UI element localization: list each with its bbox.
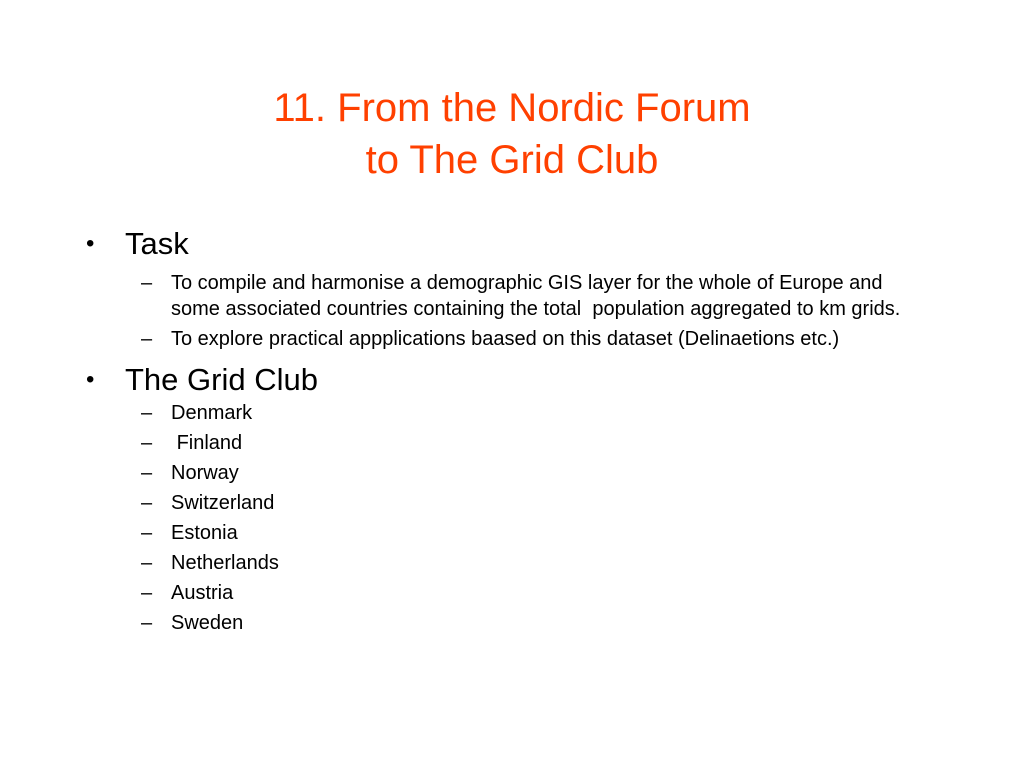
dash-icon: – [141,522,153,544]
bullet-icon: • [86,230,95,257]
list-item-country [0,430,1024,460]
dash-icon: – [141,272,153,294]
dash-icon: – [141,462,153,484]
dash-icon: – [141,432,153,454]
dash-icon: – [141,492,153,514]
dash-icon: – [141,402,153,424]
bullet-icon: • [86,366,95,393]
list-item-country [0,460,1024,490]
dash-icon: – [141,582,153,604]
slide-content [0,224,1024,640]
list-item-country [0,520,1024,550]
sub-item-text: To explore practical appplications baased on this dataset (Delinaetions etc.) [171,328,840,350]
country-name: Austria [171,582,234,604]
country-name: Estonia [171,522,238,544]
list-item-country [0,550,1024,580]
list-item-country [0,610,1024,640]
bullet-task [0,224,1024,264]
list-item-country [0,490,1024,520]
bullet-grid-club [0,360,1024,400]
country-name: Norway [171,462,239,484]
sub-item [0,270,1024,322]
dash-icon: – [141,328,153,350]
bullet-heading-grid-club: The Grid Club [125,362,318,397]
country-name: Denmark [171,402,253,424]
country-name: Switzerland [171,492,275,514]
slide-title-line-2: to The Grid Club [365,138,659,182]
list-item-country [0,400,1024,430]
sub-item [0,326,1024,352]
list-item-country [0,580,1024,610]
dash-icon: – [141,612,153,634]
slide-title [0,82,1024,186]
bullet-heading-task: Task [125,226,189,261]
country-name: Netherlands [171,552,279,574]
country-name: Sweden [171,612,244,634]
sub-item-text: To compile and harmonise a demographic GIS layer for the whole of Europe and some associated countries containing the total population aggregated to km grids. [171,272,901,320]
country-name: Finland [171,432,243,454]
dash-icon: – [141,552,153,574]
slide-title-line-1: 11. From the Nordic Forum [273,86,751,130]
